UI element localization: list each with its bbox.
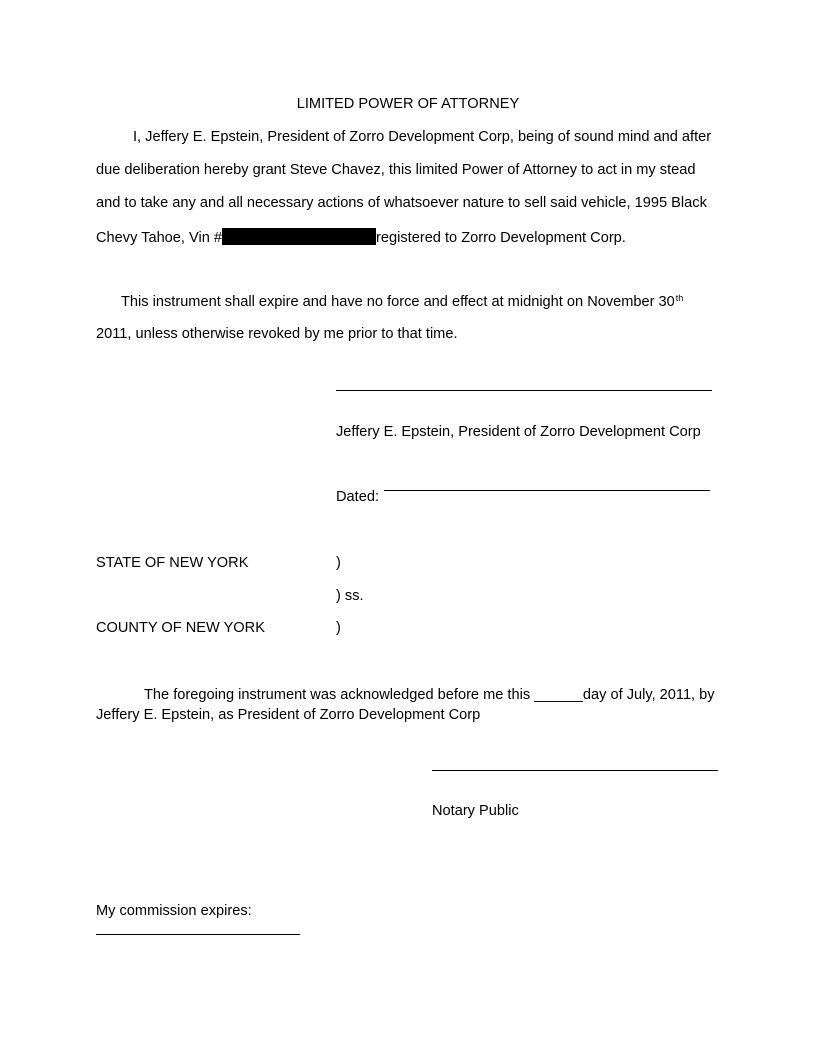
paragraph2-line1 [121,293,683,310]
commission-blank-line [96,934,300,935]
paragraph2-line2: 2011, unless otherwise revoked by me prior to that time. [96,326,458,342]
acknowledgment-line2: Jeffery E. Epstein, as President of Zorro Development Corp [96,707,481,723]
paragraph1-line2: due deliberation hereby grant Steve Chavez, this limited Power of Attorney to act in my stead [96,162,696,178]
paragraph1-line4 [96,228,626,246]
dated-blank-line [384,490,710,491]
principal-name-title: Jeffery E. Epstein, President of Zorro Development Corp [336,424,701,440]
venue-state: STATE OF NEW YORK [96,555,249,571]
vin-prefix: Chevy Tahoe, Vin # [96,230,223,246]
paragraph1-line1: I, Jeffery E. Epstein, President of Zorro Development Corp, being of sound mind and after [133,129,712,145]
dated-label: Dated: [336,489,379,505]
notary-signature-line [432,770,718,771]
expiry-ordinal-superscript: th [675,293,684,303]
expiry-text: This instrument shall expire and have no force and effect at midnight on November 30 [121,294,675,310]
venue-paren-3: ) [336,620,341,636]
venue-paren-1: ) [336,555,341,571]
venue-county: COUNTY OF NEW YORK [96,620,265,636]
venue-paren-ss: ) ss. [336,588,364,604]
acknowledgment-paragraph [96,685,722,725]
notary-label: Notary Public [432,803,519,819]
acknowledgment-line1: The foregoing instrument was acknowledged before me this ______day of July, 2011, by [144,687,715,703]
commission-label: My commission expires: [96,903,252,919]
document-title: LIMITED POWER OF ATTORNEY [296,96,520,112]
vin-suffix: registered to Zorro Development Corp. [376,230,626,246]
paragraph1-line3: and to take any and all necessary actions of whatsoever nature to sell said vehicle, 1995 Black [96,195,707,211]
vin-redaction-bar [222,228,376,245]
principal-signature-line [336,390,712,391]
